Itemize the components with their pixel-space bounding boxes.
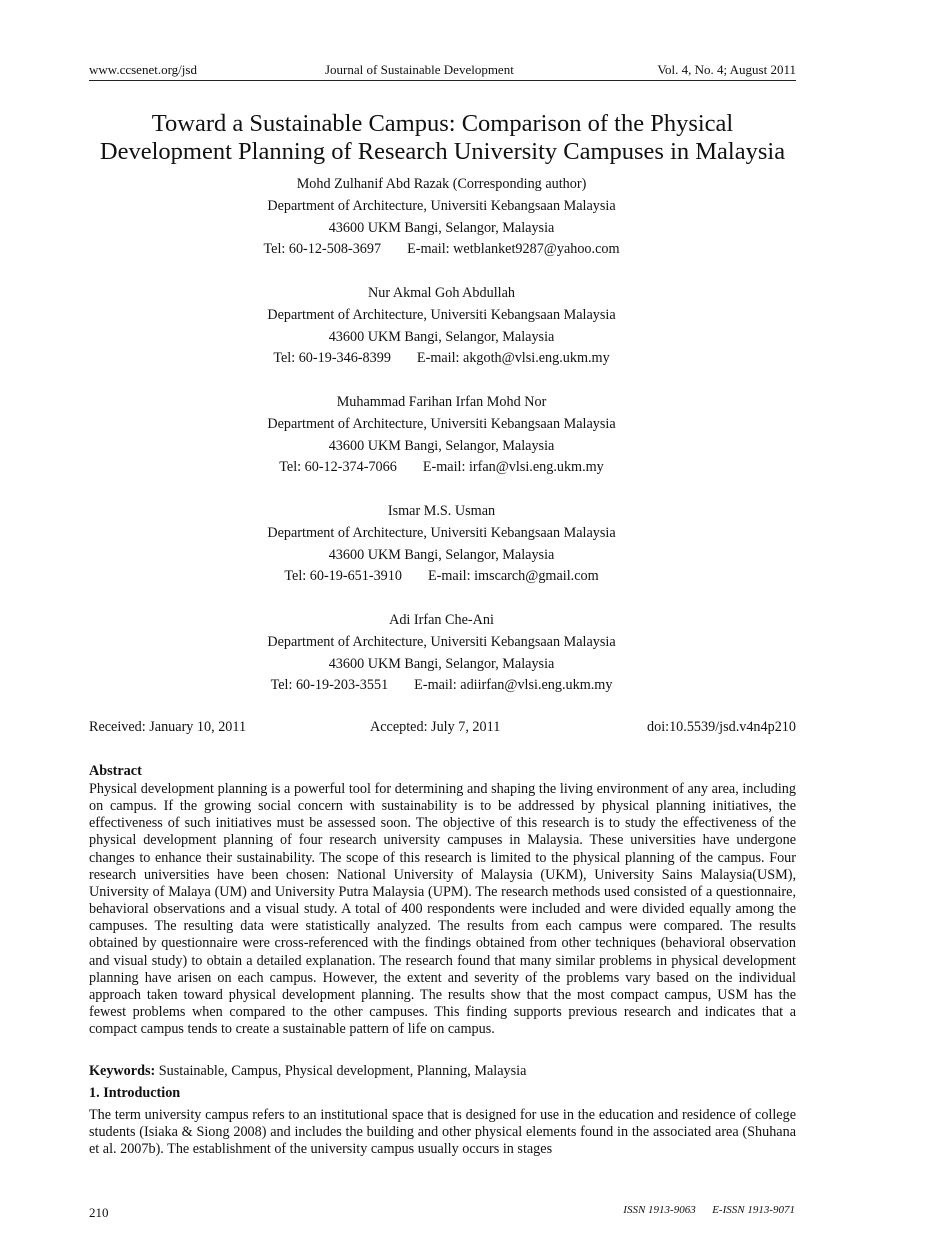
author-department: Department of Architecture, Universiti Kebangsaan Malaysia bbox=[267, 197, 616, 214]
author-contact bbox=[150, 675, 733, 697]
keywords-line bbox=[89, 1063, 526, 1080]
doi[interactable]: doi:10.5539/jsd.v4n4p210 bbox=[647, 719, 796, 735]
author-contact bbox=[150, 457, 733, 479]
author-address: 43600 UKM Bangi, Selangor, Malaysia bbox=[328, 655, 555, 672]
author-name: Mohd Zulhanif Abd Razak (Corresponding author) bbox=[296, 176, 587, 192]
author-address: 43600 UKM Bangi, Selangor, Malaysia bbox=[328, 328, 555, 345]
title-line-1: Toward a Sustainable Campus: Comparison of the Physical bbox=[151, 110, 734, 137]
author-department: Department of Architecture, Universiti Kebangsaan Malaysia bbox=[267, 306, 616, 323]
accepted-date: Accepted: July 7, 2011 bbox=[370, 719, 501, 735]
eissn: E-ISSN 1913-9071 bbox=[712, 1204, 795, 1216]
author-block bbox=[150, 174, 733, 261]
author-block bbox=[150, 610, 733, 697]
abstract-text: Physical development planning is a powerful tool for determining and shaping the living environment of any area, including on campus. If the growing social concern with sustainability is to be addressed by physical planning initiatives, the effectiveness of such initiatives must be assessed soon. The objective of this research is to study the effectiveness of the physical development planning of four research university campuses in Malaysia. These universities have undergone changes to enhance their sustainability. The scope of this research is limited to the physical planning of the campus. Four research universities have been chosen: National University of Malaysia (UKM), University Sains Malaysia(USM), University of Malaya (UM) and University Putra Malaysia (UPM). The research methods used consisted of a questionnaire, behavioral observations and a visual study. A total of 400 respondents were included and were divided equally among the campuses. The resulting data were statistically analyzed. The results from each campus were compared. The results obtained by questionnaire were cross-referenced with the findings obtained from other techniques (behavioral observation and visual study) to obtain a detailed explanation. The research found that many similar problems in physical development planning have arisen on each campus. However, the extent and severity of the problems vary based on the individual approach taken toward physical development planning. The results show that the most compact campus, USM has the fewest problems when compared to the other campuses. This finding supports previous research and indicates that a compact campus tends to create a sustainable pattern of life on campus. bbox=[89, 781, 796, 1038]
author-email[interactable]: E-mail: wetblanket9287@yahoo.com bbox=[407, 241, 620, 258]
journal-url[interactable]: www.ccsenet.org/jsd bbox=[89, 62, 197, 77]
issn: ISSN 1913-9063 bbox=[623, 1204, 696, 1216]
author-department: Department of Architecture, Universiti Kebangsaan Malaysia bbox=[267, 633, 616, 650]
author-contact bbox=[150, 239, 733, 261]
author-email[interactable]: E-mail: imscarch@gmail.com bbox=[427, 568, 599, 585]
header-rule bbox=[89, 80, 796, 81]
keywords-label: Keywords: bbox=[89, 1063, 156, 1079]
author-address: 43600 UKM Bangi, Selangor, Malaysia bbox=[328, 219, 555, 236]
author-department: Department of Architecture, Universiti Kebangsaan Malaysia bbox=[267, 415, 616, 432]
author-contact bbox=[150, 566, 733, 588]
author-name: Ismar M.S. Usman bbox=[387, 502, 496, 519]
publication-dates bbox=[89, 719, 796, 739]
introduction-text: The term university campus refers to an institutional space that is designed for use in the education and residence of college students (Isiaka & Siong 2008) and includes the building and other physical elements found in the associated area (Shuhana et al. 2007b). The establishment of the university campus usually occurs in stages bbox=[89, 1107, 796, 1158]
author-tel: Tel: 60-19-203-3551 bbox=[270, 677, 389, 694]
paper-title bbox=[60, 110, 825, 166]
author-tel: Tel: 60-12-374-7066 bbox=[279, 459, 397, 476]
author-address: 43600 UKM Bangi, Selangor, Malaysia bbox=[328, 546, 555, 563]
author-block bbox=[150, 392, 733, 479]
author-name: Nur Akmal Goh Abdullah bbox=[368, 284, 515, 301]
author-block bbox=[150, 501, 733, 588]
page-number: 210 bbox=[89, 1205, 109, 1220]
author-list bbox=[150, 174, 733, 719]
author-email[interactable]: E-mail: irfan@vlsi.eng.ukm.my bbox=[422, 459, 604, 476]
author-address: 43600 UKM Bangi, Selangor, Malaysia bbox=[328, 437, 555, 454]
author-email[interactable]: E-mail: akgoth@vlsi.eng.ukm.my bbox=[416, 350, 610, 367]
author-tel: Tel: 60-12-508-3697 bbox=[263, 241, 382, 258]
author-name: Muhammad Farihan Irfan Mohd Nor bbox=[336, 393, 547, 410]
volume-info: Vol. 4, No. 4; August 2011 bbox=[657, 62, 796, 77]
received-date: Received: January 10, 2011 bbox=[89, 719, 247, 735]
author-contact bbox=[150, 348, 733, 370]
author-block bbox=[150, 283, 733, 370]
running-header bbox=[89, 62, 796, 80]
author-tel: Tel: 60-19-651-3910 bbox=[284, 568, 402, 585]
title-line-2: Development Planning of Research University Campuses in Malaysia bbox=[99, 138, 786, 165]
author-email[interactable]: E-mail: adiirfan@vlsi.eng.ukm.my bbox=[414, 677, 613, 694]
author-tel: Tel: 60-19-346-8399 bbox=[273, 350, 391, 367]
issn-footer bbox=[623, 1204, 795, 1216]
author-department: Department of Architecture, Universiti Kebangsaan Malaysia bbox=[267, 524, 616, 541]
journal-name: Journal of Sustainable Development bbox=[325, 62, 514, 77]
author-name: Adi Irfan Che-Ani bbox=[389, 611, 494, 628]
introduction-heading: 1. Introduction bbox=[89, 1085, 181, 1101]
abstract-heading: Abstract bbox=[89, 763, 142, 779]
keywords-value: Sustainable, Campus, Physical development, Planning, Malaysia bbox=[158, 1063, 527, 1079]
